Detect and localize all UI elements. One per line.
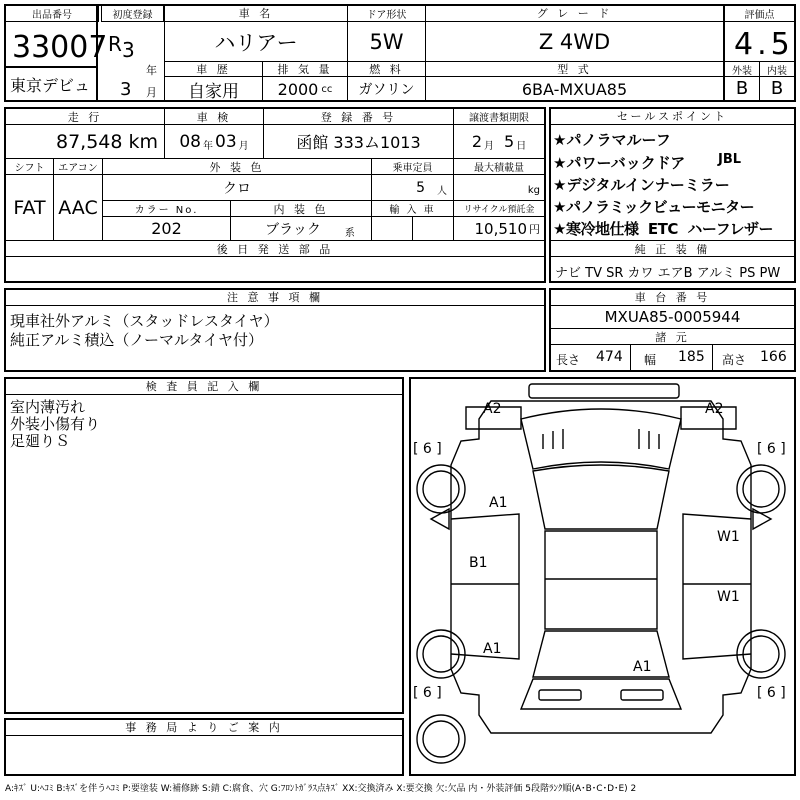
reg-number: 函館 333ム1013 xyxy=(263,124,454,159)
capacity-unit: 人 xyxy=(437,186,447,197)
import-cell xyxy=(371,216,413,241)
notes-line-1: 現車社外アルミ（スタッドレスタイヤ） xyxy=(10,312,279,330)
tire-fr: [ 6 ] xyxy=(757,441,786,457)
max-load-cell xyxy=(453,174,545,201)
recycle-cell xyxy=(453,216,545,241)
later-parts-label: 後 日 発 送 部 品 xyxy=(5,240,545,257)
door-type: 5W xyxy=(347,21,426,62)
color-no-label: カラー No. xyxy=(102,200,231,217)
insp-month-unit: 月 xyxy=(238,141,249,152)
lot-number-box xyxy=(4,4,108,102)
mark-a1-tailgate: A1 xyxy=(633,659,652,675)
recycle: 10,510 xyxy=(474,219,527,238)
grade: Z 4WD xyxy=(425,21,724,62)
notes-label: 注 意 事 項 欄 xyxy=(5,289,545,306)
tire-fl: [ 6 ] xyxy=(413,441,442,457)
recycle-label: リサイクル預託金 xyxy=(453,200,545,217)
shift: FAT xyxy=(5,174,54,241)
debut-text: 東京デビュ xyxy=(10,76,91,95)
max-load-label: 最大積載量 xyxy=(453,158,545,175)
capacity-label: 乗車定員 xyxy=(371,158,454,175)
length-label: 長さ xyxy=(556,353,581,367)
sales-point-3: ★デジタルインナーミラー xyxy=(553,176,730,194)
inspection-cell xyxy=(164,124,264,159)
mark-b1-left: B1 xyxy=(469,555,488,571)
sales-point-1: ★パノラマルーフ xyxy=(553,131,671,149)
mark-w1-right-1: W1 xyxy=(717,529,740,545)
int-grade: B xyxy=(759,76,795,101)
mileage-label: 走 行 xyxy=(5,108,165,125)
door-label: ドア形状 xyxy=(347,4,426,22)
ext-grade-label: 外装 xyxy=(724,61,760,77)
reg-year-unit: 年 xyxy=(146,64,157,77)
transfer-cell xyxy=(453,124,545,159)
mark-a2-left: A2 xyxy=(483,401,502,417)
mark-a2-right: A2 xyxy=(705,401,724,417)
width-label: 幅 xyxy=(644,353,657,367)
sales-points-label: セールスポイント xyxy=(550,108,795,125)
height-label: 高さ xyxy=(722,353,747,367)
capacity: 5 xyxy=(416,179,425,196)
score-label: 評価点 xyxy=(724,5,795,22)
legend: A:ｷｽﾞ U:ﾍｺﾐ B:ｷｽﾞを伴うﾍｺﾐ P:要塗装 W:補修跡 S:錆 C:腐食、穴 G:ﾌﾛﾝﾄｶﾞﾗｽ点ｷｽﾞ XX:交換済み X:要交換 欠:欠品 内・外装評価 5段階ﾗﾝｸ順(A･B･C･D･E) 2 xyxy=(5,784,637,794)
height-value: 166 xyxy=(760,349,787,365)
specs-label: 諸 元 xyxy=(550,328,795,345)
shift-label: シフト xyxy=(5,158,54,175)
color-no: 202 xyxy=(102,216,231,241)
equipment: ナビ TV SR カワ エアB アルミ PS PW xyxy=(555,266,781,281)
fuel: ガソリン xyxy=(347,76,426,102)
mark-a1-front-left: A1 xyxy=(489,495,508,511)
capacity-cell xyxy=(371,174,454,201)
fuel-label: 燃 料 xyxy=(347,61,426,77)
length-value: 474 xyxy=(596,349,623,365)
import-label: 輸 入 車 xyxy=(371,200,454,217)
mileage-cell xyxy=(5,124,165,159)
import-cell-2 xyxy=(412,216,454,241)
history-label: 車 歴 xyxy=(164,61,263,77)
int-color-cell xyxy=(230,216,372,241)
lot-number-label: 出品番号 xyxy=(5,5,99,22)
ac-label: エアコン xyxy=(53,158,103,175)
inspector-line-3: 足廻りＳ xyxy=(10,432,71,450)
reg-month: 3 xyxy=(120,79,132,100)
displacement: 2000 xyxy=(277,79,319,99)
sales-point-4: ★パノラミックビューモニター xyxy=(553,198,755,216)
office-label: 事 務 局 よ り ご 案 内 xyxy=(5,719,403,736)
sales-point-5: ★寒冷地仕様 ETC ハーフレザー xyxy=(553,220,773,238)
model-code: 6BA-MXUA85 xyxy=(425,76,724,102)
ext-color: クロ xyxy=(102,174,372,201)
displacement-cell xyxy=(262,76,348,102)
reg-era: R xyxy=(108,32,122,56)
mark-a1-rear-left: A1 xyxy=(483,641,502,657)
sales-point-jbl: JBL xyxy=(718,152,742,167)
car-diagram-svg xyxy=(411,379,794,774)
chassis-label: 車 台 番 号 xyxy=(550,289,795,306)
inspector-line-1: 室内薄汚れ xyxy=(10,398,86,416)
grade-label: グ レ ー ド xyxy=(425,4,724,22)
model-label: 型 式 xyxy=(425,61,724,77)
transfer-month-unit: 月 xyxy=(484,141,494,152)
width-value: 185 xyxy=(678,349,705,365)
score: 4.5 xyxy=(734,27,794,62)
displacement-unit: cc xyxy=(321,83,333,95)
reg-month-unit: 月 xyxy=(146,86,157,99)
ext-color-label: 外 装 色 xyxy=(102,158,372,175)
int-grade-label: 内装 xyxy=(759,61,795,77)
mark-w1-right-2: W1 xyxy=(717,589,740,605)
mileage: 87,548 xyxy=(56,130,123,153)
equipment-label: 純 正 装 備 xyxy=(550,240,795,257)
max-load-unit: kg xyxy=(527,185,540,196)
insp-year: 08 xyxy=(179,131,201,152)
lot-number: 33007 xyxy=(12,30,108,65)
recycle-unit: 円 xyxy=(529,222,540,236)
int-color-suffix: 系 xyxy=(344,228,355,239)
transfer-label: 譲渡書類期限 xyxy=(453,108,545,125)
ext-grade: B xyxy=(724,76,760,101)
insp-year-unit: 年 xyxy=(203,141,213,152)
ac: AAC xyxy=(53,174,103,241)
sales-point-2: ★パワーバックドア xyxy=(553,154,686,172)
reg-number-label: 登 録 番 号 xyxy=(263,108,454,125)
inspector-line-2: 外装小傷有り xyxy=(10,415,101,433)
transfer-day-unit: 日 xyxy=(516,141,527,152)
transfer-month: 2 xyxy=(471,132,482,151)
notes-line-2: 純正アルミ積込（ノーマルタイヤ付） xyxy=(10,331,264,349)
inspector-label: 検 査 員 記 入 欄 xyxy=(5,378,403,395)
int-color-label: 内 装 色 xyxy=(230,200,372,217)
tire-rr: [ 6 ] xyxy=(757,685,786,701)
mileage-unit: km xyxy=(128,130,158,153)
car-diagram xyxy=(409,377,796,776)
chassis-number: MXUA85-0005944 xyxy=(604,308,741,326)
tire-rl: [ 6 ] xyxy=(413,685,442,701)
insp-month: 03 xyxy=(215,131,237,152)
reg-year: 3 xyxy=(122,38,135,62)
history: 自家用 xyxy=(164,76,263,102)
transfer-day: 5 xyxy=(504,132,515,151)
car-name-label: 車 名 xyxy=(164,4,348,22)
inspection-label: 車 検 xyxy=(164,108,264,125)
int-color: ブラック xyxy=(265,221,321,238)
first-reg-label: 初度登録 xyxy=(101,5,164,22)
displacement-label: 排 気 量 xyxy=(262,61,348,77)
car-name: ハリアー xyxy=(164,21,348,62)
